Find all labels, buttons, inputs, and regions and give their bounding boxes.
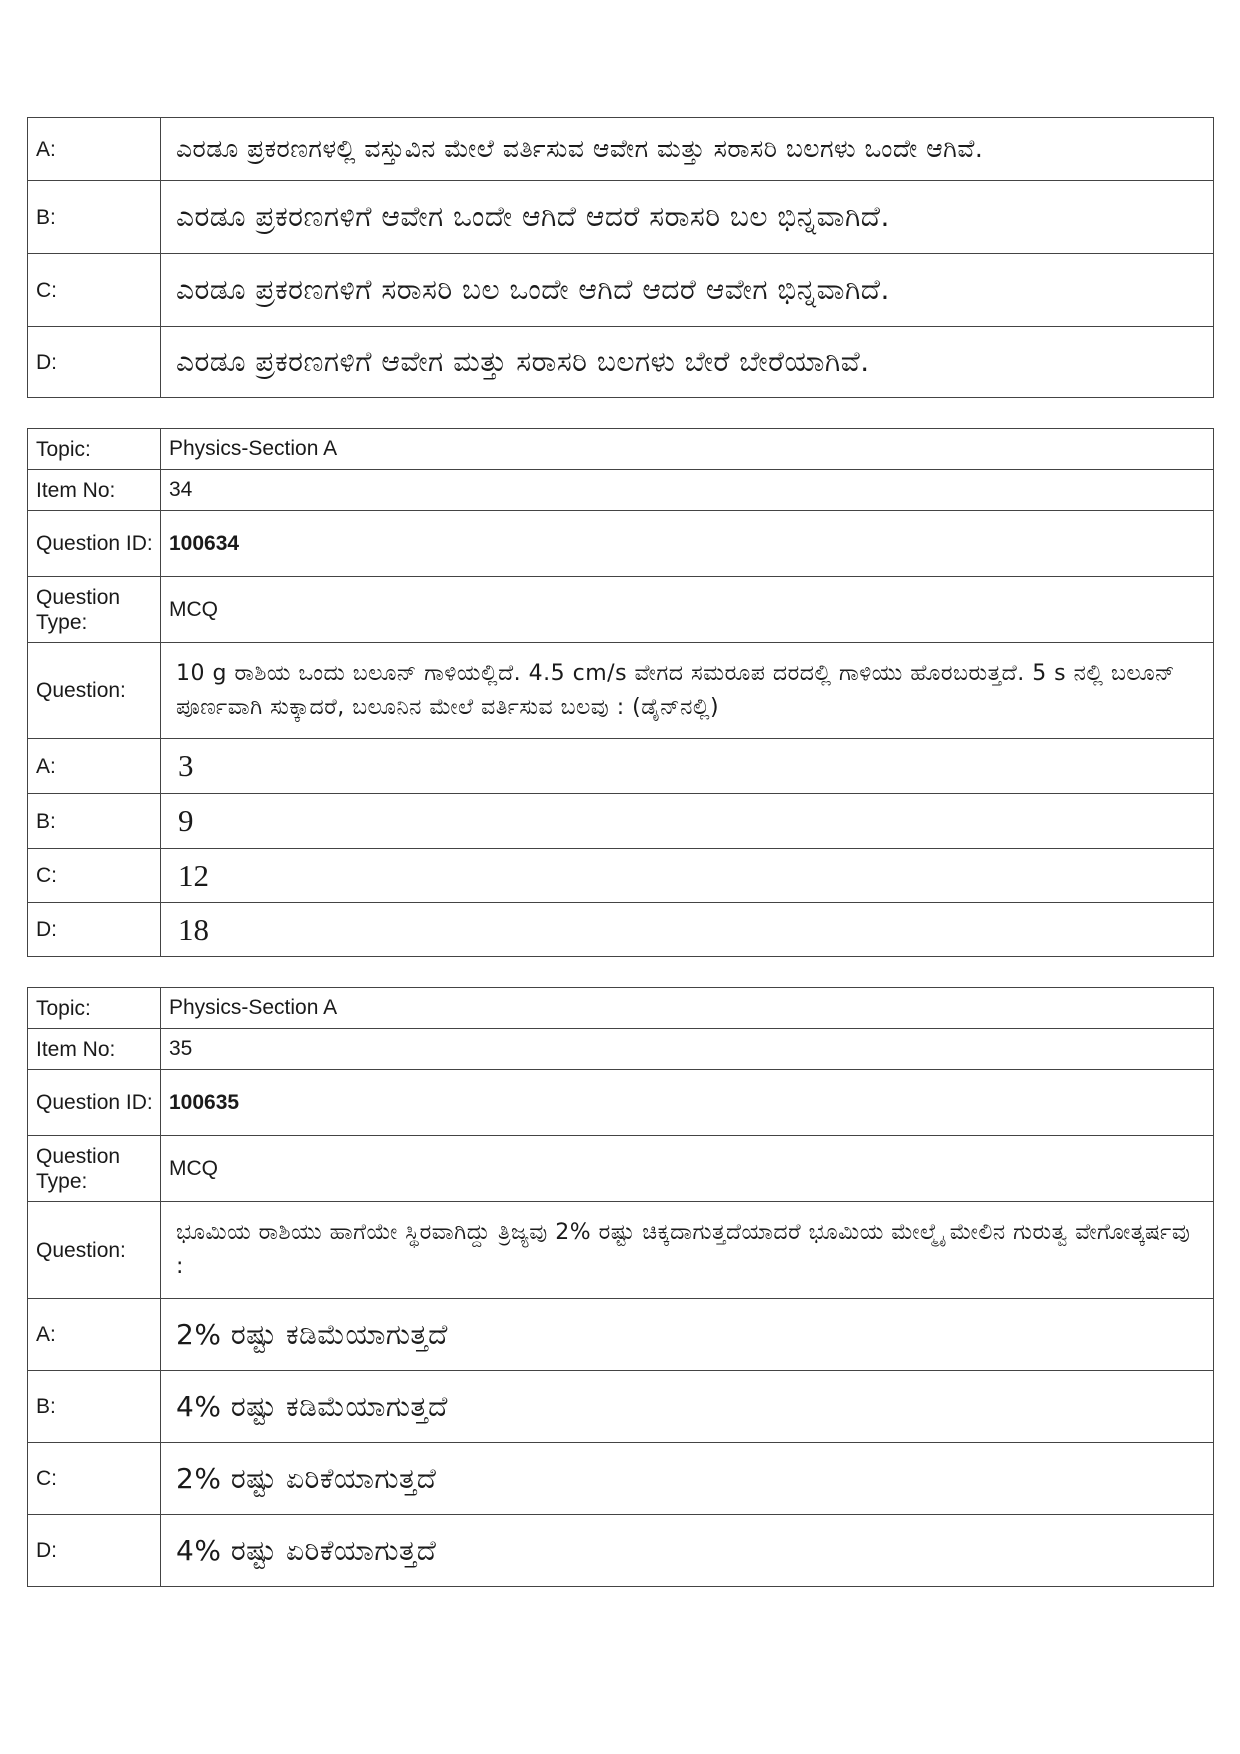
- option-label: D:: [28, 327, 161, 398]
- question-type-value: MCQ: [161, 577, 1214, 643]
- option-label: A:: [28, 118, 161, 181]
- option-text: 18: [161, 903, 1214, 957]
- option-text: ಎರಡೂ ಪ್ರಕರಣಗಳಲ್ಲಿ ವಸ್ತುವಿನ ಮೇಲೆ ವರ್ತಿಸುವ ಆವೇಗ ಮತ್ತು ಸರಾಸರಿ ಬಲಗಳು ಒಂದೇ ಆಗಿವೆ.: [161, 118, 1214, 181]
- question-type-label: Question Type:: [28, 577, 161, 643]
- option-text: ಎರಡೂ ಪ್ರಕರಣಗಳಿಗೆ ಆವೇಗ ಮತ್ತು ಸರಾಸರಿ ಬಲಗಳು ಬೇರೆ ಬೇರೆಯಾಗಿವೆ.: [161, 327, 1214, 398]
- question-type-label: Question Type:: [28, 1136, 161, 1202]
- item-no-value: 35: [161, 1029, 1214, 1070]
- option-row-c: [28, 1443, 1214, 1515]
- question-block-33-options: [27, 117, 1214, 398]
- option-label: B:: [28, 794, 161, 849]
- option-row-d: [28, 1515, 1214, 1587]
- topic-value: Physics-Section A: [161, 988, 1214, 1029]
- option-text: 3: [161, 739, 1214, 794]
- option-text: 4% ರಷ್ಟು ಕಡಿಮೆಯಾಗುತ್ತದೆ: [161, 1371, 1214, 1443]
- question-id-row: [28, 511, 1214, 577]
- option-row-c: [28, 849, 1214, 903]
- option-row-a: [28, 118, 1214, 181]
- question-label: Question:: [28, 1202, 161, 1299]
- topic-label: Topic:: [28, 988, 161, 1029]
- option-row-b: [28, 794, 1214, 849]
- question-block-34: [27, 428, 1214, 957]
- question-id-row: [28, 1070, 1214, 1136]
- topic-row: [28, 429, 1214, 470]
- option-label: C:: [28, 1443, 161, 1515]
- question-id-value: 100634: [161, 511, 1214, 577]
- question-row: [28, 643, 1214, 739]
- question-row: [28, 1202, 1214, 1299]
- question-id-value: 100635: [161, 1070, 1214, 1136]
- question-text: 10 g ರಾಶಿಯ ಒಂದು ಬಲೂನ್ ಗಾಳಿಯಲ್ಲಿದೆ. 4.5 cm/s ವೇಗದ ಸಮರೂಪ ದರದಲ್ಲಿ ಗಾಳಿಯು ಹೊರಬರುತ್ತದೆ. 5 s ನಲ್ಲಿ ಬಲೂನ್ ಪೂರ್ಣವಾಗಿ ಸುಕ್ಕಾದರೆ, ಬಲೂನಿನ ಮೇಲೆ ವರ್ತಿಸುವ ಬಲವು : (ಡೈನ್‌ನಲ್ಲಿ): [161, 643, 1214, 739]
- item-no-value: 34: [161, 470, 1214, 511]
- option-text: ಎರಡೂ ಪ್ರಕರಣಗಳಿಗೆ ಆವೇಗ ಒಂದೇ ಆಗಿದೆ ಆದರೆ ಸರಾಸರಿ ಬಲ ಭಿನ್ನವಾಗಿದೆ.: [161, 181, 1214, 254]
- question-id-label: Question ID:: [28, 511, 161, 577]
- option-row-d: [28, 903, 1214, 957]
- option-text: 2% ರಷ್ಟು ಏರಿಕೆಯಾಗುತ್ತದೆ: [161, 1443, 1214, 1515]
- option-text: 4% ರಷ್ಟು ಏರಿಕೆಯಾಗುತ್ತದೆ: [161, 1515, 1214, 1587]
- option-label: A:: [28, 1299, 161, 1371]
- item-no-row: [28, 470, 1214, 511]
- option-label: B:: [28, 181, 161, 254]
- option-row-a: [28, 739, 1214, 794]
- question-block-35: [27, 987, 1214, 1587]
- option-label: B:: [28, 1371, 161, 1443]
- option-text: 2% ರಷ್ಟು ಕಡಿಮೆಯಾಗುತ್ತದೆ: [161, 1299, 1214, 1371]
- option-text: ಎರಡೂ ಪ್ರಕರಣಗಳಿಗೆ ಸರಾಸರಿ ಬಲ ಒಂದೇ ಆಗಿದೆ ಆದರೆ ಆವೇಗ ಭಿನ್ನವಾಗಿದೆ.: [161, 254, 1214, 327]
- option-label: C:: [28, 849, 161, 903]
- item-no-row: [28, 1029, 1214, 1070]
- topic-row: [28, 988, 1214, 1029]
- topic-value: Physics-Section A: [161, 429, 1214, 470]
- option-label: D:: [28, 1515, 161, 1587]
- item-no-label: Item No:: [28, 1029, 161, 1070]
- option-row-c: [28, 254, 1214, 327]
- option-row-b: [28, 1371, 1214, 1443]
- question-text: ಭೂಮಿಯ ರಾಶಿಯು ಹಾಗೆಯೇ ಸ್ಥಿರವಾಗಿದ್ದು ತ್ರಿಜ್ಯವು 2% ರಷ್ಟು ಚಿಕ್ಕದಾಗುತ್ತದೆಯಾದರೆ ಭೂಮಿಯ ಮೇಲ್ಮೈ ಮೇಲಿನ ಗುರುತ್ವ ವೇಗೋತ್ಕರ್ಷವು :: [161, 1202, 1214, 1299]
- question-id-label: Question ID:: [28, 1070, 161, 1136]
- option-label: C:: [28, 254, 161, 327]
- option-label: A:: [28, 739, 161, 794]
- question-label: Question:: [28, 643, 161, 739]
- option-text: 9: [161, 794, 1214, 849]
- topic-label: Topic:: [28, 429, 161, 470]
- option-label: D:: [28, 903, 161, 957]
- question-type-value: MCQ: [161, 1136, 1214, 1202]
- option-row-d: [28, 327, 1214, 398]
- option-row-a: [28, 1299, 1214, 1371]
- question-type-row: [28, 1136, 1214, 1202]
- item-no-label: Item No:: [28, 470, 161, 511]
- question-type-row: [28, 577, 1214, 643]
- option-text: 12: [161, 849, 1214, 903]
- option-row-b: [28, 181, 1214, 254]
